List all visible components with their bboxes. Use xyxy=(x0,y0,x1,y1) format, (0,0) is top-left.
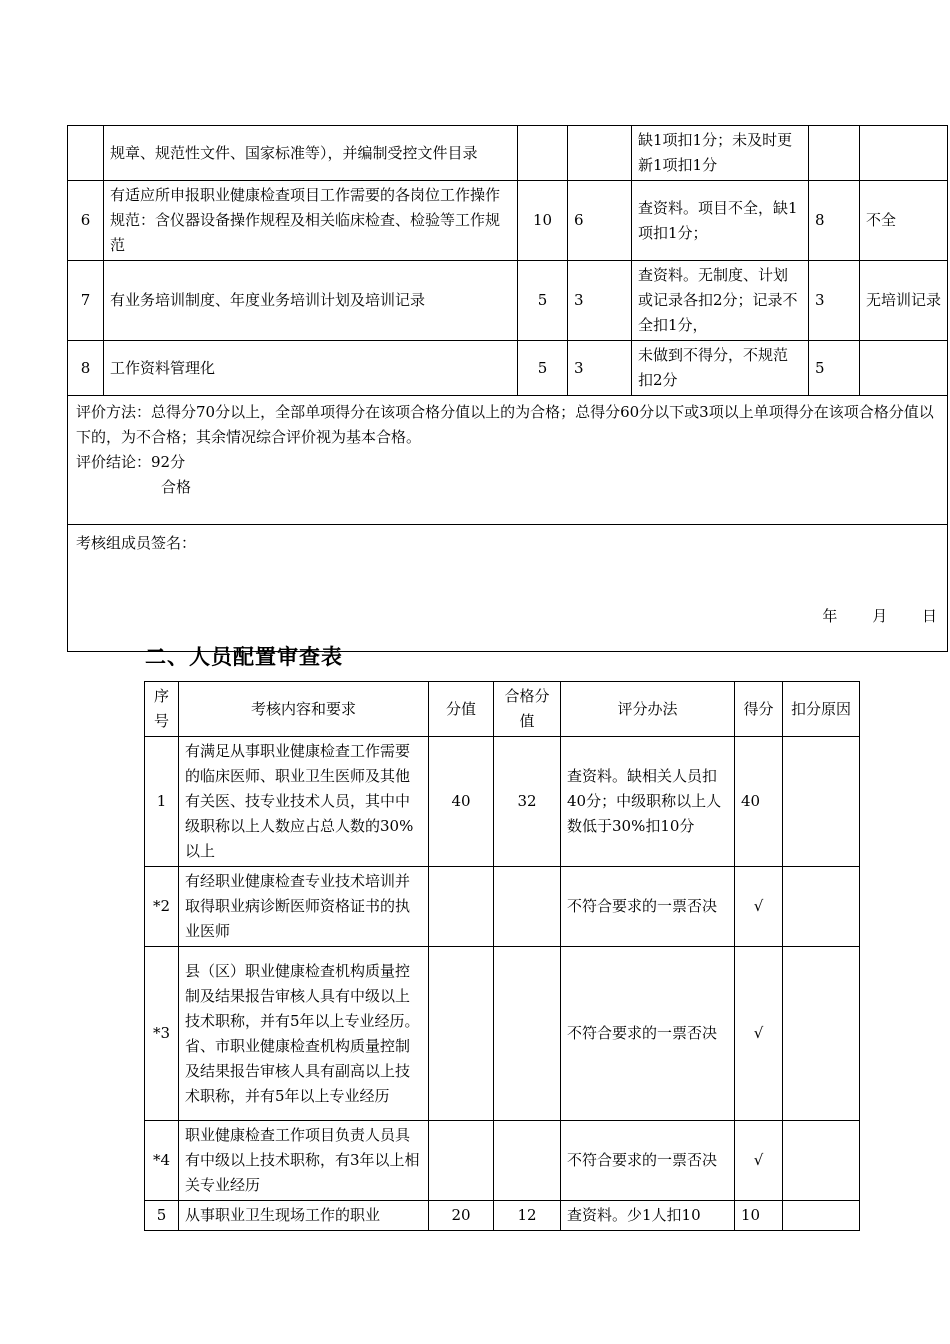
score-got: 5 xyxy=(809,341,860,396)
evaluation-result: 合格 xyxy=(161,478,192,496)
score-got: 10 xyxy=(735,1201,783,1231)
requirement-text: 有适应所申报职业健康检查项目工作需要的各岗位工作操作规范：含仪器设备操作规程及相关临床检查、检验等工作规范 xyxy=(104,181,518,261)
table-row xyxy=(68,181,948,261)
header-score: 分值 xyxy=(429,682,494,737)
header-pass: 合格分值 xyxy=(494,682,561,737)
row-number: 7 xyxy=(68,261,104,341)
date-month: 月 xyxy=(872,607,888,625)
pass-value: 3 xyxy=(568,261,632,341)
pass-value: 3 xyxy=(568,341,632,396)
pass-value xyxy=(494,947,561,1121)
table-row xyxy=(145,947,860,1121)
deduction-reason xyxy=(783,947,860,1121)
deduction-reason xyxy=(860,341,948,396)
table-row xyxy=(145,1121,860,1201)
scoring-method: 查资料。项目不全，缺1项扣1分； xyxy=(632,181,809,261)
score-value xyxy=(429,1121,494,1201)
score-got: √ xyxy=(735,1121,783,1201)
row-number: 1 xyxy=(145,737,179,867)
requirement-text: 县（区）职业健康检查机构质量控制及结果报告审核人具有中级以上技术职称，并有5年以上专业经历。省、市职业健康检查机构质量控制及结果报告审核人具有副高以上技术职称，并有5年以上专业经历 xyxy=(179,947,429,1121)
pass-value: 6 xyxy=(568,181,632,261)
score-got: 3 xyxy=(809,261,860,341)
score-value: 10 xyxy=(518,181,568,261)
row-number: 5 xyxy=(145,1201,179,1231)
row-number: *4 xyxy=(145,1121,179,1201)
deduction-reason xyxy=(783,1121,860,1201)
table-row xyxy=(68,261,948,341)
deduction-reason xyxy=(783,1201,860,1231)
deduction-reason xyxy=(783,867,860,947)
pass-value xyxy=(494,867,561,947)
score-value xyxy=(429,867,494,947)
header-no: 序号 xyxy=(145,682,179,737)
score-value xyxy=(518,126,568,181)
header-content: 考核内容和要求 xyxy=(179,682,429,737)
deduction-reason xyxy=(860,126,948,181)
score-value: 5 xyxy=(518,341,568,396)
table-header-row xyxy=(145,682,860,737)
scoring-method: 查资料。少1人扣10 xyxy=(561,1201,735,1231)
deduction-reason: 无培训记录 xyxy=(860,261,948,341)
date-day: 日 xyxy=(921,607,937,625)
requirement-text: 规章、规范性文件、国家标准等），并编制受控文件目录 xyxy=(104,126,518,181)
table-row xyxy=(145,1201,860,1231)
scoring-method: 不符合要求的一票否决 xyxy=(561,947,735,1121)
requirement-text: 有业务培训制度、年度业务培训计划及培训记录 xyxy=(104,261,518,341)
requirement-text: 有经职业健康检查专业技术培训并取得职业病诊断医师资格证书的执业医师 xyxy=(179,867,429,947)
requirement-text: 工作资料管理化 xyxy=(104,341,518,396)
scoring-method: 不符合要求的一票否决 xyxy=(561,1121,735,1201)
row-number: *2 xyxy=(145,867,179,947)
score-got: 8 xyxy=(809,181,860,261)
deduction-reason xyxy=(783,737,860,867)
header-got: 得分 xyxy=(735,682,783,737)
signature-row xyxy=(68,525,948,652)
score-value xyxy=(429,947,494,1121)
signature-label: 考核组成员签名： xyxy=(76,534,197,552)
requirement-text: 职业健康检查工作项目负责人员具有中级以上技术职称，有3年以上相关专业经历 xyxy=(179,1121,429,1201)
score-value: 40 xyxy=(429,737,494,867)
pass-value: 32 xyxy=(494,737,561,867)
evaluation-cell xyxy=(68,396,948,525)
header-method: 评分办法 xyxy=(561,682,735,737)
scoring-method: 缺1项扣1分；未及时更新1项扣1分 xyxy=(632,126,809,181)
scoring-method: 不符合要求的一票否决 xyxy=(561,867,735,947)
table-row xyxy=(68,126,948,181)
score-value: 20 xyxy=(429,1201,494,1231)
pass-value xyxy=(568,126,632,181)
scoring-method: 查资料。缺相关人员扣40分；中级职称以上人数低于30%扣10分 xyxy=(561,737,735,867)
evaluation-conclusion: 评价结论：92分 xyxy=(76,453,186,471)
requirement-text: 从事职业卫生现场工作的职业 xyxy=(179,1201,429,1231)
score-got: 40 xyxy=(735,737,783,867)
scoring-method: 未做到不得分，不规范扣2分 xyxy=(632,341,809,396)
row-number: 8 xyxy=(68,341,104,396)
deduction-reason: 不全 xyxy=(860,181,948,261)
signature-date xyxy=(792,604,937,629)
row-number: *3 xyxy=(145,947,179,1121)
table-row xyxy=(68,341,948,396)
score-got: √ xyxy=(735,947,783,1121)
requirement-text: 有满足从事职业健康检查工作需要的临床医师、职业卫生医师及其他有关医、技专业技术人员，其中中级职称以上人数应占总人数的30%以上 xyxy=(179,737,429,867)
table-row xyxy=(145,867,860,947)
row-number xyxy=(68,126,104,181)
score-got: √ xyxy=(735,867,783,947)
personnel-review-table xyxy=(144,681,860,1231)
evaluation-method: 评价方法：总得分70分以上，全部单项得分在该项合格分值以上的为合格；总得分60分以下或3项以上单项得分在该项合格分值以下的，为不合格；其余情况综合评价视为基本合格。 xyxy=(76,403,934,446)
staff-system-review-table-continued xyxy=(67,125,948,652)
row-number: 6 xyxy=(68,181,104,261)
pass-value xyxy=(494,1121,561,1201)
scoring-method: 查资料。无制度、计划或记录各扣2分；记录不全扣1分， xyxy=(632,261,809,341)
date-year: 年 xyxy=(822,607,838,625)
section-title: 二、人员配置审查表 xyxy=(145,645,343,669)
header-reason: 扣分原因 xyxy=(783,682,860,737)
signature-cell xyxy=(68,525,948,652)
score-got xyxy=(809,126,860,181)
evaluation-row xyxy=(68,396,948,525)
pass-value: 12 xyxy=(494,1201,561,1231)
score-value: 5 xyxy=(518,261,568,341)
table-row xyxy=(145,737,860,867)
